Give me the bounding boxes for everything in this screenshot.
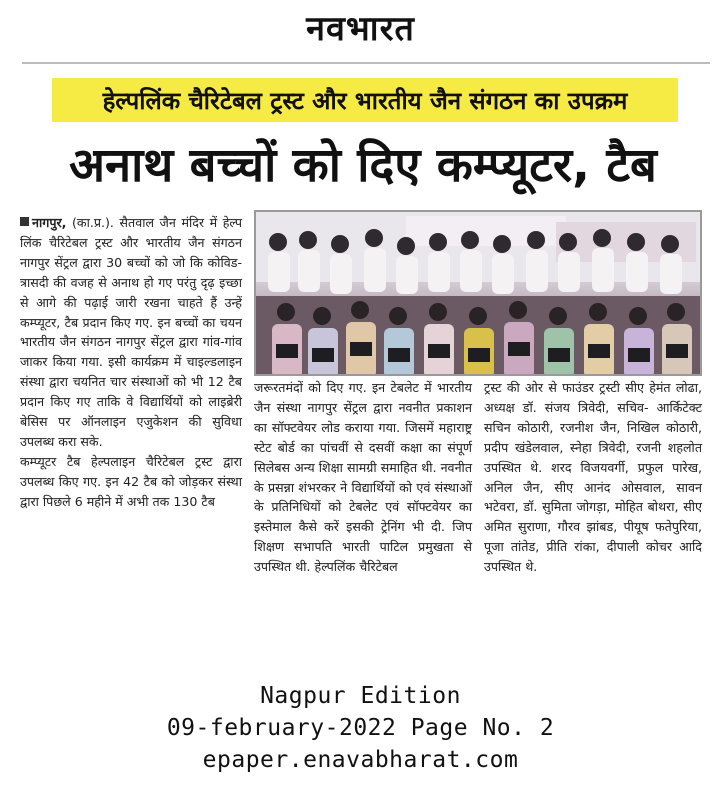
event-photo-graphic: [256, 212, 702, 376]
footer-edition: Nagpur Edition: [260, 683, 461, 709]
article-column-1: [20, 213, 242, 512]
masthead-divider: [22, 62, 710, 64]
event-photo: [254, 210, 702, 376]
article-paragraph: सैतवाल जैन मंदिर में हेल्प लिंक चैरिटेबल ट्रस्ट और भारतीय जैन संगठन नागपुर सेंट्रल द्वारा 30 बच्चों को जो कि कोविड-त्रासदी की वजह से अनाथ हो गए परंतु दृढ़ इच्छा से आगे की पढ़ाई जारी रखना चाहते हैं उन्हें कम्प्यूटर, टैब प्रदान किए गए. इन बच्चों का चयन भारतीय जैन संगठन नागपुर सेंट्रल द्वारा गांव-गांव जाकर किया गया. इसी कार्यक्रम में चाइल्डलाइन संस्था द्वारा चयनित चार संस्थाओं को भी 12 टैब प्रदान किए गए ताकि वे विद्यार्थियों को लाइब्रेरी बेसिस पर ऑनलाइन एजुकेशन की सुविधा उपलब्ध करा सके.: [20, 215, 242, 449]
article-column-3: [484, 378, 702, 577]
kicker-text: हेल्पलिंक चैरिटेबल ट्रस्ट और भारतीय जैन संगठन का उपक्रम: [102, 86, 628, 115]
footer-site: epaper.enavabharat.com: [202, 747, 519, 773]
article-paragraph: ट्रस्ट की ओर से फाउंडर ट्रस्टी सीए हेमंत लोढा, अध्यक्ष डॉ. संजय त्रिवेदी, सचिव- आर्किटेक्ट सचिन कोठारी, रजनीश जैन, निखिल कोठारी, प्रदीप खंडेलवाल, स्नेहा त्रिवेदी, रजनी शहलोत उपस्थित थे. शरद विजयवर्गी, प्रफुल पारेख, अनिल जैन, सीए आनंद ओसवाल, सावन भटेवरा, डॉ. सुमिता जोगड़ा, मोहित बोथरा, सीए अमित सुराणा, गौरव झांबड, पीयूष फतेपुरिया, पूजा तांतेड, प्रीति रांका, दीपाली कोचर आदि उपस्थित थे.: [484, 380, 702, 575]
kicker-banner: [52, 78, 678, 122]
masthead-logo: नवभारत: [306, 9, 415, 49]
article-column-2: [254, 378, 472, 577]
article-paragraph: कम्प्यूटर टैब हेल्पलाइन चैरिटेबल ट्रस्ट द्वारा उपलब्ध किए गए. इन 42 टैब को जोड़कर संस्था द्वारा पिछले 6 महीने में अभी तक 130 टैब: [20, 453, 242, 509]
dateline-marker-icon: [20, 217, 29, 226]
footer-date-page: 09-february-2022 Page No. 2: [166, 715, 555, 741]
headline: अनाथ बच्चों को दिए कम्प्यूटर, टैब: [69, 138, 657, 193]
article-paragraph: जरूरतमंदों को दिए गए. इन टेबलेट में भारतीय जैन संस्था नागपुर सेंट्रल द्वारा नवनीत प्रकाशन का सॉफ्टवेयर लोड कराया गया. जिसमें महाराष्ट्र स्टेट बोर्ड का पांचवीं से दसवीं कक्षा का संपूर्ण सिलेबस अन्य शिक्षा सामग्री समाहित थी. नवनीत के प्रसन्ना शंभरकर ने विद्यार्थियों को एवं संस्थाओं के प्रतिनिधियों को टेबलेट एवं सॉफ्टवेयर का इस्तेमाल कैसे करें इसकी ट्रेनिंग भी दी. जिप शिक्षण सभापति भारती पाटिल प्रमुखता से उपस्थित थी. हेल्पलिंक चैरिटेबल: [254, 380, 472, 575]
dateline: नागपुर,: [32, 215, 67, 230]
credit: (का.प्र.).: [72, 215, 114, 230]
